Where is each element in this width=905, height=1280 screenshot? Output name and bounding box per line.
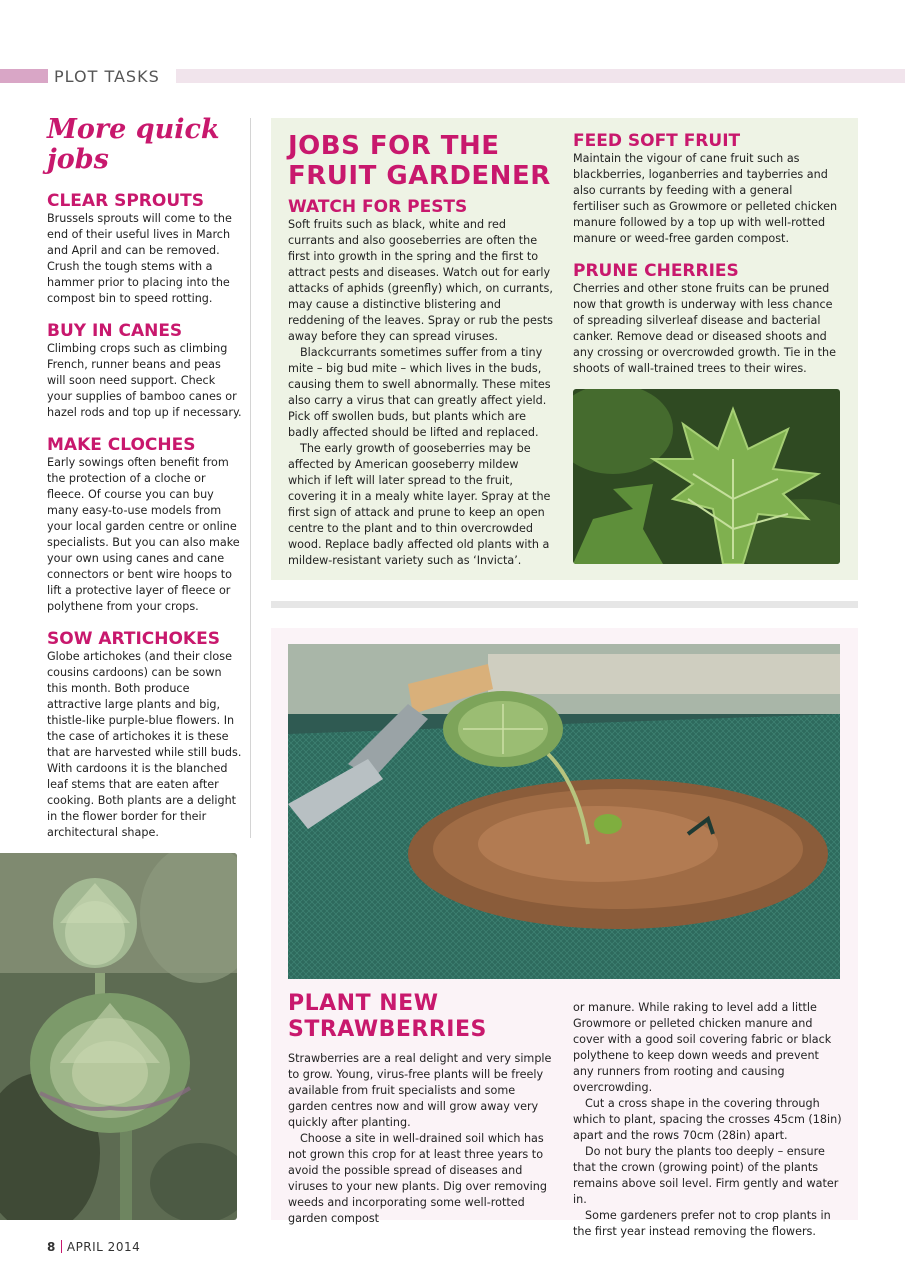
paragraph: Blackcurrants sometimes suffer from a tiny mite – big bud mite – which lives in the buds, causing them to swell abnormally. These mites also carry a virus that can greatly affect yield. Pick off swollen buds, but plants which are badly affected should be lifted and replaced.: [288, 346, 551, 439]
page-number: 8: [47, 1240, 56, 1254]
job-text: Early sowings often benefit from the protection of a cloche or fleece. Of course you can buy many easy-to-use models from your local garden centre or online specialists. But you can also make your own using canes and cane connectors or bent wire hoops to lift a protective layer of fleece or polythene from your crops.: [47, 456, 240, 613]
prune-cherries-body: [573, 281, 841, 377]
paragraph: Strawberries are a real delight and very simple to grow. Young, virus-free plants will be freely available from fruit specialists and some garden centres now and will grow away very quickly after planting.: [288, 1052, 552, 1129]
feed-soft-fruit-body: [573, 151, 841, 247]
quick-jobs-list: [47, 191, 242, 841]
strawberries-body-right: [573, 1000, 843, 1240]
job-heading: SOW ARTICHOKES: [47, 629, 220, 649]
job-text: Brussels sprouts will come to the end of their useful lives in March and April and can be removed. Crush the tough stems with a hammer prior to placing into the compost bin to speed rotting.: [47, 212, 232, 305]
fruit-gardener-title: JOBS FOR THE FRUIT GARDENER: [288, 131, 551, 191]
artichoke-photo: [0, 853, 237, 1220]
paragraph: or manure. While raking to level add a little Growmore or pelleted chicken manure and cover with a good soil covering fabric or black polythene to keep down weeds and prevent any runners from rooting and causing overcrowding.: [573, 1001, 832, 1094]
leaf-photo: [573, 389, 840, 564]
quick-jobs-title-text: More quick jobs: [47, 114, 220, 175]
paragraph: Some gardeners prefer not to crop plants in the first year instead removing the flowers.: [573, 1209, 831, 1238]
job-text: Globe artichokes (and their close cousins cardoons) can be sown this month. Both produce attractive large plants and big, thistle-like purple-blue flowers. In the case of artichokes it is these that are harvested while still buds. With cardoons it is the blanched leaf stems that are eaten after cooking. Both plants are a delight in the flower border for their architectural shape.: [47, 650, 242, 839]
strawberries-body-left: [288, 1051, 555, 1227]
paragraph: Soft fruits such as black, white and red currants and also gooseberries are often the first into growth in the spring and the first to attract pests and diseases. Watch out for early attacks of aphids (greenfly) which, on currants, may cause a distinctive blistering and reddening of the leaves. Spray or rub the pests away before they can spread viruses.: [288, 218, 553, 343]
paragraph: Cut a cross shape in the covering through which to plant, spacing the crosses 45cm (18in) apart and the rows 70cm (28in) apart.: [573, 1097, 842, 1142]
section-label: PLOT TASKS: [54, 67, 160, 86]
prune-cherries-heading: PRUNE CHERRIES: [573, 261, 739, 281]
strawberries-column-right: [573, 1000, 843, 1240]
strawberries-column-left: [288, 991, 555, 1227]
section-header: [0, 68, 905, 84]
job-heading: MAKE CLOCHES: [47, 435, 196, 455]
fruit-column-right: [573, 131, 841, 377]
quick-jobs-title: [47, 115, 242, 175]
footer-separator: [61, 1240, 62, 1253]
section-color-block: [0, 69, 48, 83]
quick-jobs-column: [47, 115, 242, 841]
page-footer: [47, 1240, 140, 1254]
job-text: Climbing crops such as climbing French, runner beans and peas will soon need support. Check your supplies of bamboo canes or hazel rods and top up if necessary.: [47, 342, 242, 419]
paragraph: The early growth of gooseberries may be affected by American gooseberry mildew which if left will later spread to the fruit, covering it in a mealy white layer. Spray at the first sign of attack and prune to keep an open centre to the plant and to thin overcrowded wood. Replace badly affected old plants with a mildew-resistant variety such as ‘Invicta’.: [288, 442, 551, 567]
column-divider: [250, 118, 251, 838]
paragraph: Choose a site in well-drained soil which has not grown this crop for at least three years to avoid the possible spread of diseases and viruses to your new plants. Dig over removing weeds and incorporating some well-rotted garden compost: [288, 1132, 547, 1225]
panel-separator: [271, 601, 858, 608]
watch-pests-heading: WATCH FOR PESTS: [288, 197, 468, 217]
job-heading: BUY IN CANES: [47, 321, 183, 341]
strawberries-title: PLANT NEW STRAWBERRIES: [288, 991, 487, 1042]
feed-soft-fruit-heading: FEED SOFT FRUIT: [573, 131, 741, 151]
job-heading: CLEAR SPROUTS: [47, 191, 204, 211]
issue-date: APRIL 2014: [66, 1240, 141, 1254]
strawberry-planting-photo: [288, 644, 840, 979]
paragraph: Maintain the vigour of cane fruit such as blackberries, loganberries and tayberries and also currants by feeding with a general fertiliser such as Growmore or pelleted chicken manure followed by a top up with well-rotted manure or weed-free garden compost.: [573, 152, 838, 245]
section-rule: [176, 69, 905, 83]
fruit-column-left: [288, 131, 553, 569]
paragraph: Do not bury the plants too deeply – ensure that the crown (growing point) of the plants remains above soil level. Firm gently and water in.: [573, 1145, 839, 1206]
watch-pests-body: [288, 217, 553, 569]
paragraph: Cherries and other stone fruits can be pruned now that growth is underway with less chance of spreading silverleaf disease and bacterial canker. Remove dead or diseased shoots and any crossing or overcrowded growth. Tie in the shoots of wall-trained trees to their wires.: [573, 282, 837, 375]
